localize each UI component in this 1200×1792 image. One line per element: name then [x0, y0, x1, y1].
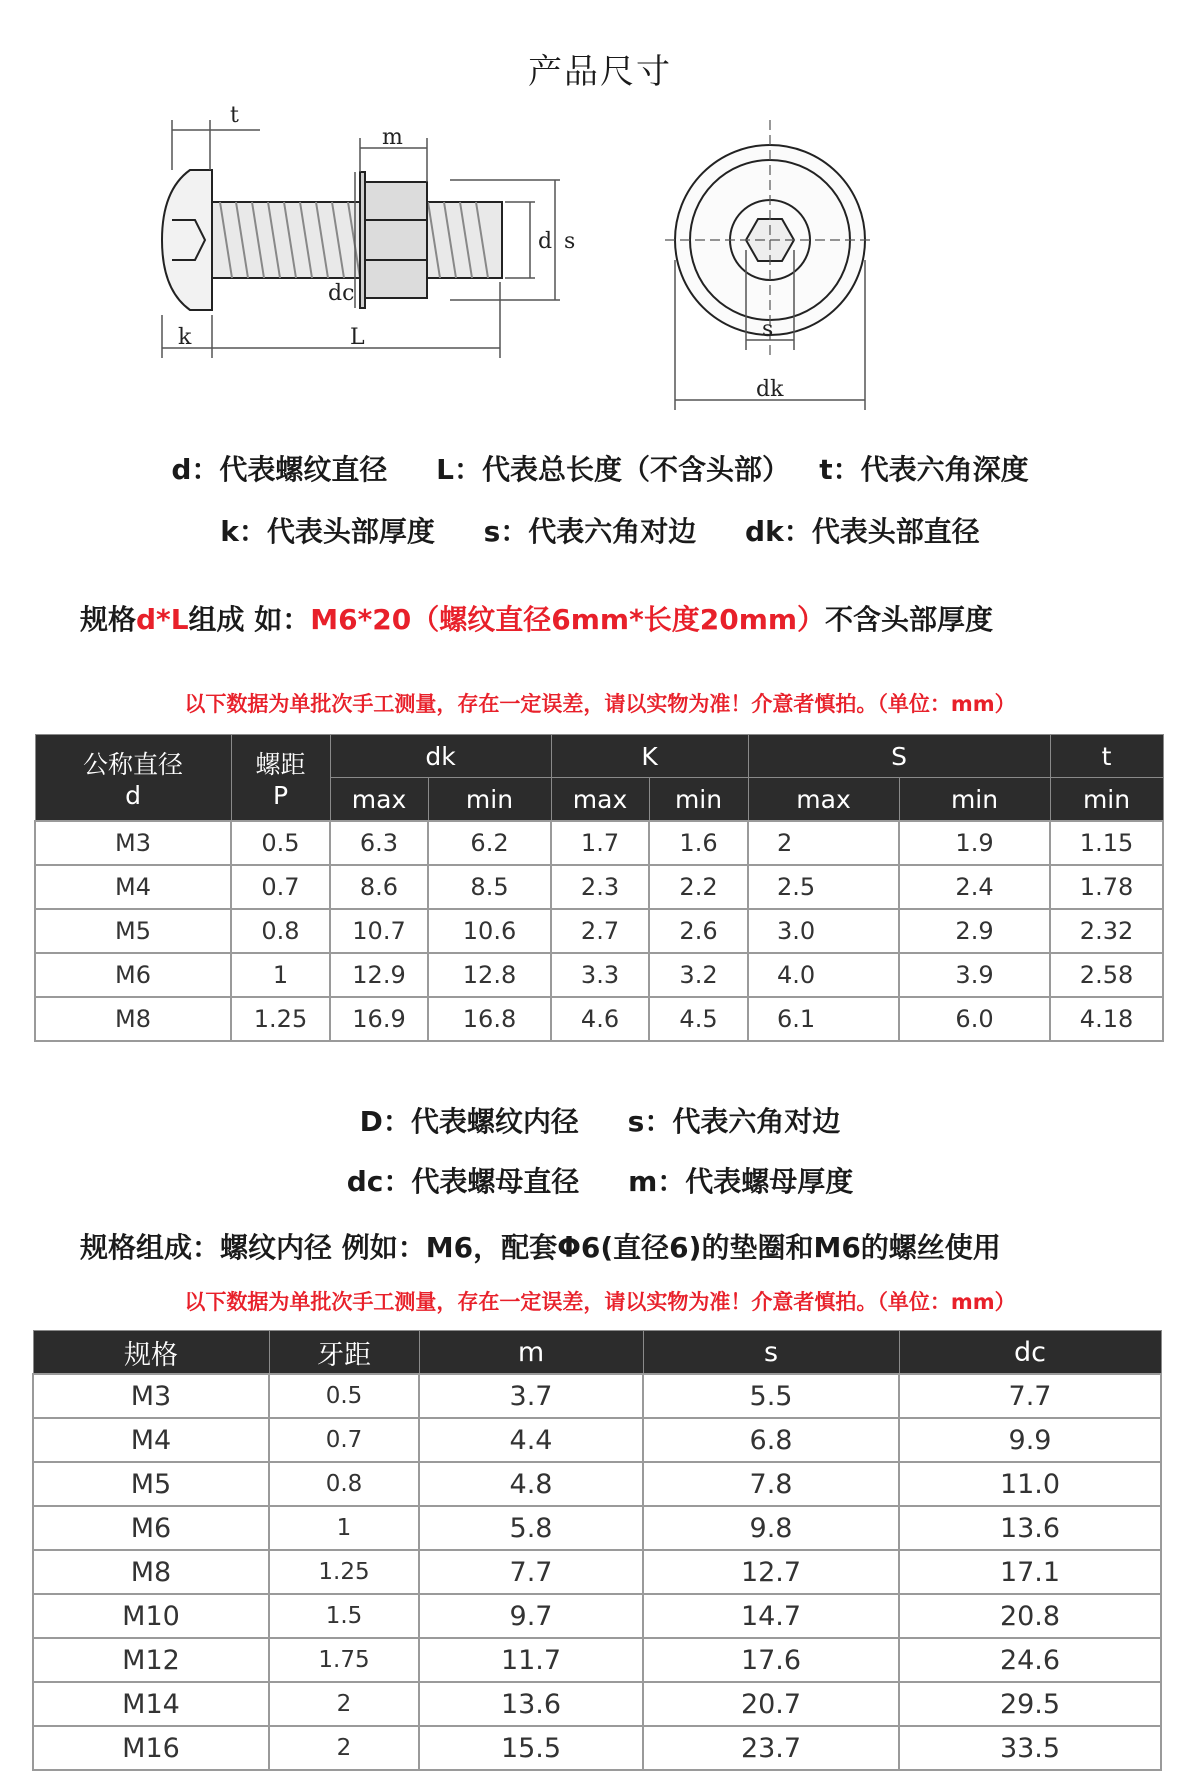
header-k-max: max: [551, 778, 649, 822]
nut-spec: 规格组成：螺纹内径 例如：M6，配套Φ6(直径6)的垫圈和M6的螺丝使用: [80, 1231, 1001, 1264]
table-cell: 2.6: [649, 909, 748, 953]
header-t: t: [1050, 735, 1163, 778]
spec-dl: d*L: [136, 603, 189, 636]
table-cell: 10.7: [330, 909, 428, 953]
nut-measurement-note: 以下数据为单批次手工测量，存在一定误差，请以实物为准！介意者慎拍。（单位：mm）: [184, 1290, 1016, 1314]
label-k: k: [178, 325, 192, 350]
spec-suffix: 不含头部厚度: [825, 603, 994, 636]
table-cell: 2.32: [1050, 909, 1163, 953]
label-dc: dc: [328, 281, 355, 306]
table-cell: 4.5: [649, 997, 748, 1041]
table-cell: 4.0: [748, 953, 899, 997]
table-cell: 15.5: [419, 1726, 643, 1770]
header-dk-max: max: [330, 778, 428, 822]
table-cell: 7.7: [419, 1550, 643, 1594]
table-cell: 1.7: [551, 821, 649, 865]
table-cell: 6.2: [428, 821, 551, 865]
label-dk: dk: [756, 377, 784, 402]
table-cell: 0.5: [231, 821, 330, 865]
table-cell: 0.8: [231, 909, 330, 953]
table-row: [33, 1506, 1161, 1550]
table-row: [35, 997, 1163, 1041]
table-cell: M8: [33, 1550, 269, 1594]
nut-dimension-table: [32, 1330, 1162, 1771]
table-cell: 2.4: [899, 865, 1050, 909]
table-cell: 1.6: [649, 821, 748, 865]
table-cell: 0.8: [269, 1462, 419, 1506]
table-cell: 2.2: [649, 865, 748, 909]
table-cell: 0.5: [269, 1374, 419, 1418]
table-cell: 8.6: [330, 865, 428, 909]
nut-legend-line-1: D：代表螺纹内径 s：代表六角对边: [359, 1105, 841, 1138]
spec-example-value: M6*20（螺纹直径6mm*长度20mm）: [310, 603, 826, 636]
page-title: 产品尺寸: [528, 52, 672, 92]
table-cell: 0.7: [269, 1418, 419, 1462]
spec-prefix: 规格: [80, 603, 137, 636]
header-k: K: [551, 735, 748, 778]
table-cell: 12.7: [643, 1550, 899, 1594]
table-cell: 1.9: [899, 821, 1050, 865]
table-cell: 6.1: [748, 997, 899, 1041]
table-cell: 11.0: [899, 1462, 1161, 1506]
table-cell: 1: [231, 953, 330, 997]
table-cell: M5: [35, 909, 231, 953]
legend-line-2: k：代表头部厚度 s：代表六角对边 dk：代表头部直径: [220, 515, 980, 548]
header-dk: dk: [330, 735, 551, 778]
table-cell: 3.7: [419, 1374, 643, 1418]
table-cell: 4.6: [551, 997, 649, 1041]
table-cell: 9.8: [643, 1506, 899, 1550]
table-cell: 4.4: [419, 1418, 643, 1462]
table-cell: 6.8: [643, 1418, 899, 1462]
table-cell: M4: [33, 1418, 269, 1462]
table-cell: 16.9: [330, 997, 428, 1041]
header-spec: 规格: [33, 1331, 269, 1375]
table-cell: 2.5: [748, 865, 899, 909]
table-cell: 5.5: [643, 1374, 899, 1418]
table-cell: 12.8: [428, 953, 551, 997]
table-cell: 17.1: [899, 1550, 1161, 1594]
table-cell: M12: [33, 1638, 269, 1682]
measurement-note: 以下数据为单批次手工测量，存在一定误差，请以实物为准！介意者慎拍。（单位：mm）: [184, 692, 1016, 716]
table-cell: 4.8: [419, 1462, 643, 1506]
table-cell: 1.75: [269, 1638, 419, 1682]
table-cell: M8: [35, 997, 231, 1041]
table-cell: M3: [35, 821, 231, 865]
table-cell: 6.3: [330, 821, 428, 865]
label-m: m: [382, 125, 403, 150]
table-cell: 2.9: [899, 909, 1050, 953]
table-cell: 13.6: [899, 1506, 1161, 1550]
header-s: s: [643, 1331, 899, 1375]
header-dc: dc: [899, 1331, 1161, 1375]
label-L: L: [350, 325, 365, 350]
header-s-max: max: [748, 778, 899, 822]
header-s-min: min: [899, 778, 1050, 822]
table-cell: 29.5: [899, 1682, 1161, 1726]
table-cell: 16.8: [428, 997, 551, 1041]
label-s-front: s: [762, 317, 774, 342]
table-cell: 3.2: [649, 953, 748, 997]
nut-legend-line-2: dc：代表螺母直径 m：代表螺母厚度: [346, 1165, 854, 1198]
table-cell: 7.8: [643, 1462, 899, 1506]
table-row: [35, 953, 1163, 997]
spec-mid: 组成 如：: [188, 603, 311, 636]
table-cell: 2.7: [551, 909, 649, 953]
table-cell: 11.7: [419, 1638, 643, 1682]
table-cell: 10.6: [428, 909, 551, 953]
table-cell: 2: [748, 821, 899, 865]
table-cell: 20.8: [899, 1594, 1161, 1638]
table-cell: 17.6: [643, 1638, 899, 1682]
spec-example: [80, 598, 1140, 638]
table-cell: M10: [33, 1594, 269, 1638]
table-cell: 20.7: [643, 1682, 899, 1726]
table-cell: M14: [33, 1682, 269, 1726]
label-t: t: [230, 103, 239, 128]
table-cell: 14.7: [643, 1594, 899, 1638]
table-cell: 5.8: [419, 1506, 643, 1550]
header-dk-min: min: [428, 778, 551, 822]
table-cell: 33.5: [899, 1726, 1161, 1770]
table-cell: M5: [33, 1462, 269, 1506]
table-cell: 3.3: [551, 953, 649, 997]
header-thread-pitch: 牙距: [269, 1331, 419, 1375]
table-row: [33, 1462, 1161, 1506]
header-pitch: 螺距 P: [231, 735, 330, 822]
table-cell: 1.5: [269, 1594, 419, 1638]
table-row: [35, 865, 1163, 909]
label-s: s: [564, 229, 576, 254]
header-nominal-diameter: 公称直径 d: [35, 735, 231, 822]
table-cell: 9.9: [899, 1418, 1161, 1462]
header-k-min: min: [649, 778, 748, 822]
table-cell: M6: [35, 953, 231, 997]
table-cell: 23.7: [643, 1726, 899, 1770]
table-cell: 2: [269, 1682, 419, 1726]
table-cell: 1.25: [231, 997, 330, 1041]
table-cell: 2.58: [1050, 953, 1163, 997]
table-cell: 6.0: [899, 997, 1050, 1041]
bolt-dimension-table: [34, 734, 1164, 1042]
table-cell: 8.5: [428, 865, 551, 909]
header-m: m: [419, 1331, 643, 1375]
table-row: [33, 1594, 1161, 1638]
table-cell: M3: [33, 1374, 269, 1418]
table-cell: 12.9: [330, 953, 428, 997]
table-row: [33, 1682, 1161, 1726]
table-row: [33, 1418, 1161, 1462]
table-cell: 1: [269, 1506, 419, 1550]
table-cell: 1.15: [1050, 821, 1163, 865]
table-cell: 24.6: [899, 1638, 1161, 1682]
table-cell: 13.6: [419, 1682, 643, 1726]
table-cell: 1.25: [269, 1550, 419, 1594]
table-cell: 1.78: [1050, 865, 1163, 909]
label-d: d: [538, 229, 553, 254]
table-row: [33, 1550, 1161, 1594]
table-row: [35, 909, 1163, 953]
table-row: [33, 1374, 1161, 1418]
table-cell: 4.18: [1050, 997, 1163, 1041]
table-cell: 2: [269, 1726, 419, 1770]
table-cell: 2.3: [551, 865, 649, 909]
table-cell: M16: [33, 1726, 269, 1770]
legend-line-1: d：代表螺纹直径 L：代表总长度（不含头部） t：代表六角深度: [171, 453, 1029, 486]
table-cell: 7.7: [899, 1374, 1161, 1418]
table-cell: 3.0: [748, 909, 899, 953]
dimension-diagram: [150, 100, 1070, 420]
table-row: [33, 1638, 1161, 1682]
table-cell: M6: [33, 1506, 269, 1550]
table-row: [33, 1726, 1161, 1770]
header-t-min: min: [1050, 778, 1163, 822]
table-cell: 3.9: [899, 953, 1050, 997]
header-s: S: [748, 735, 1050, 778]
table-row: [35, 821, 1163, 865]
table-cell: 0.7: [231, 865, 330, 909]
table-cell: M4: [35, 865, 231, 909]
table-cell: 9.7: [419, 1594, 643, 1638]
